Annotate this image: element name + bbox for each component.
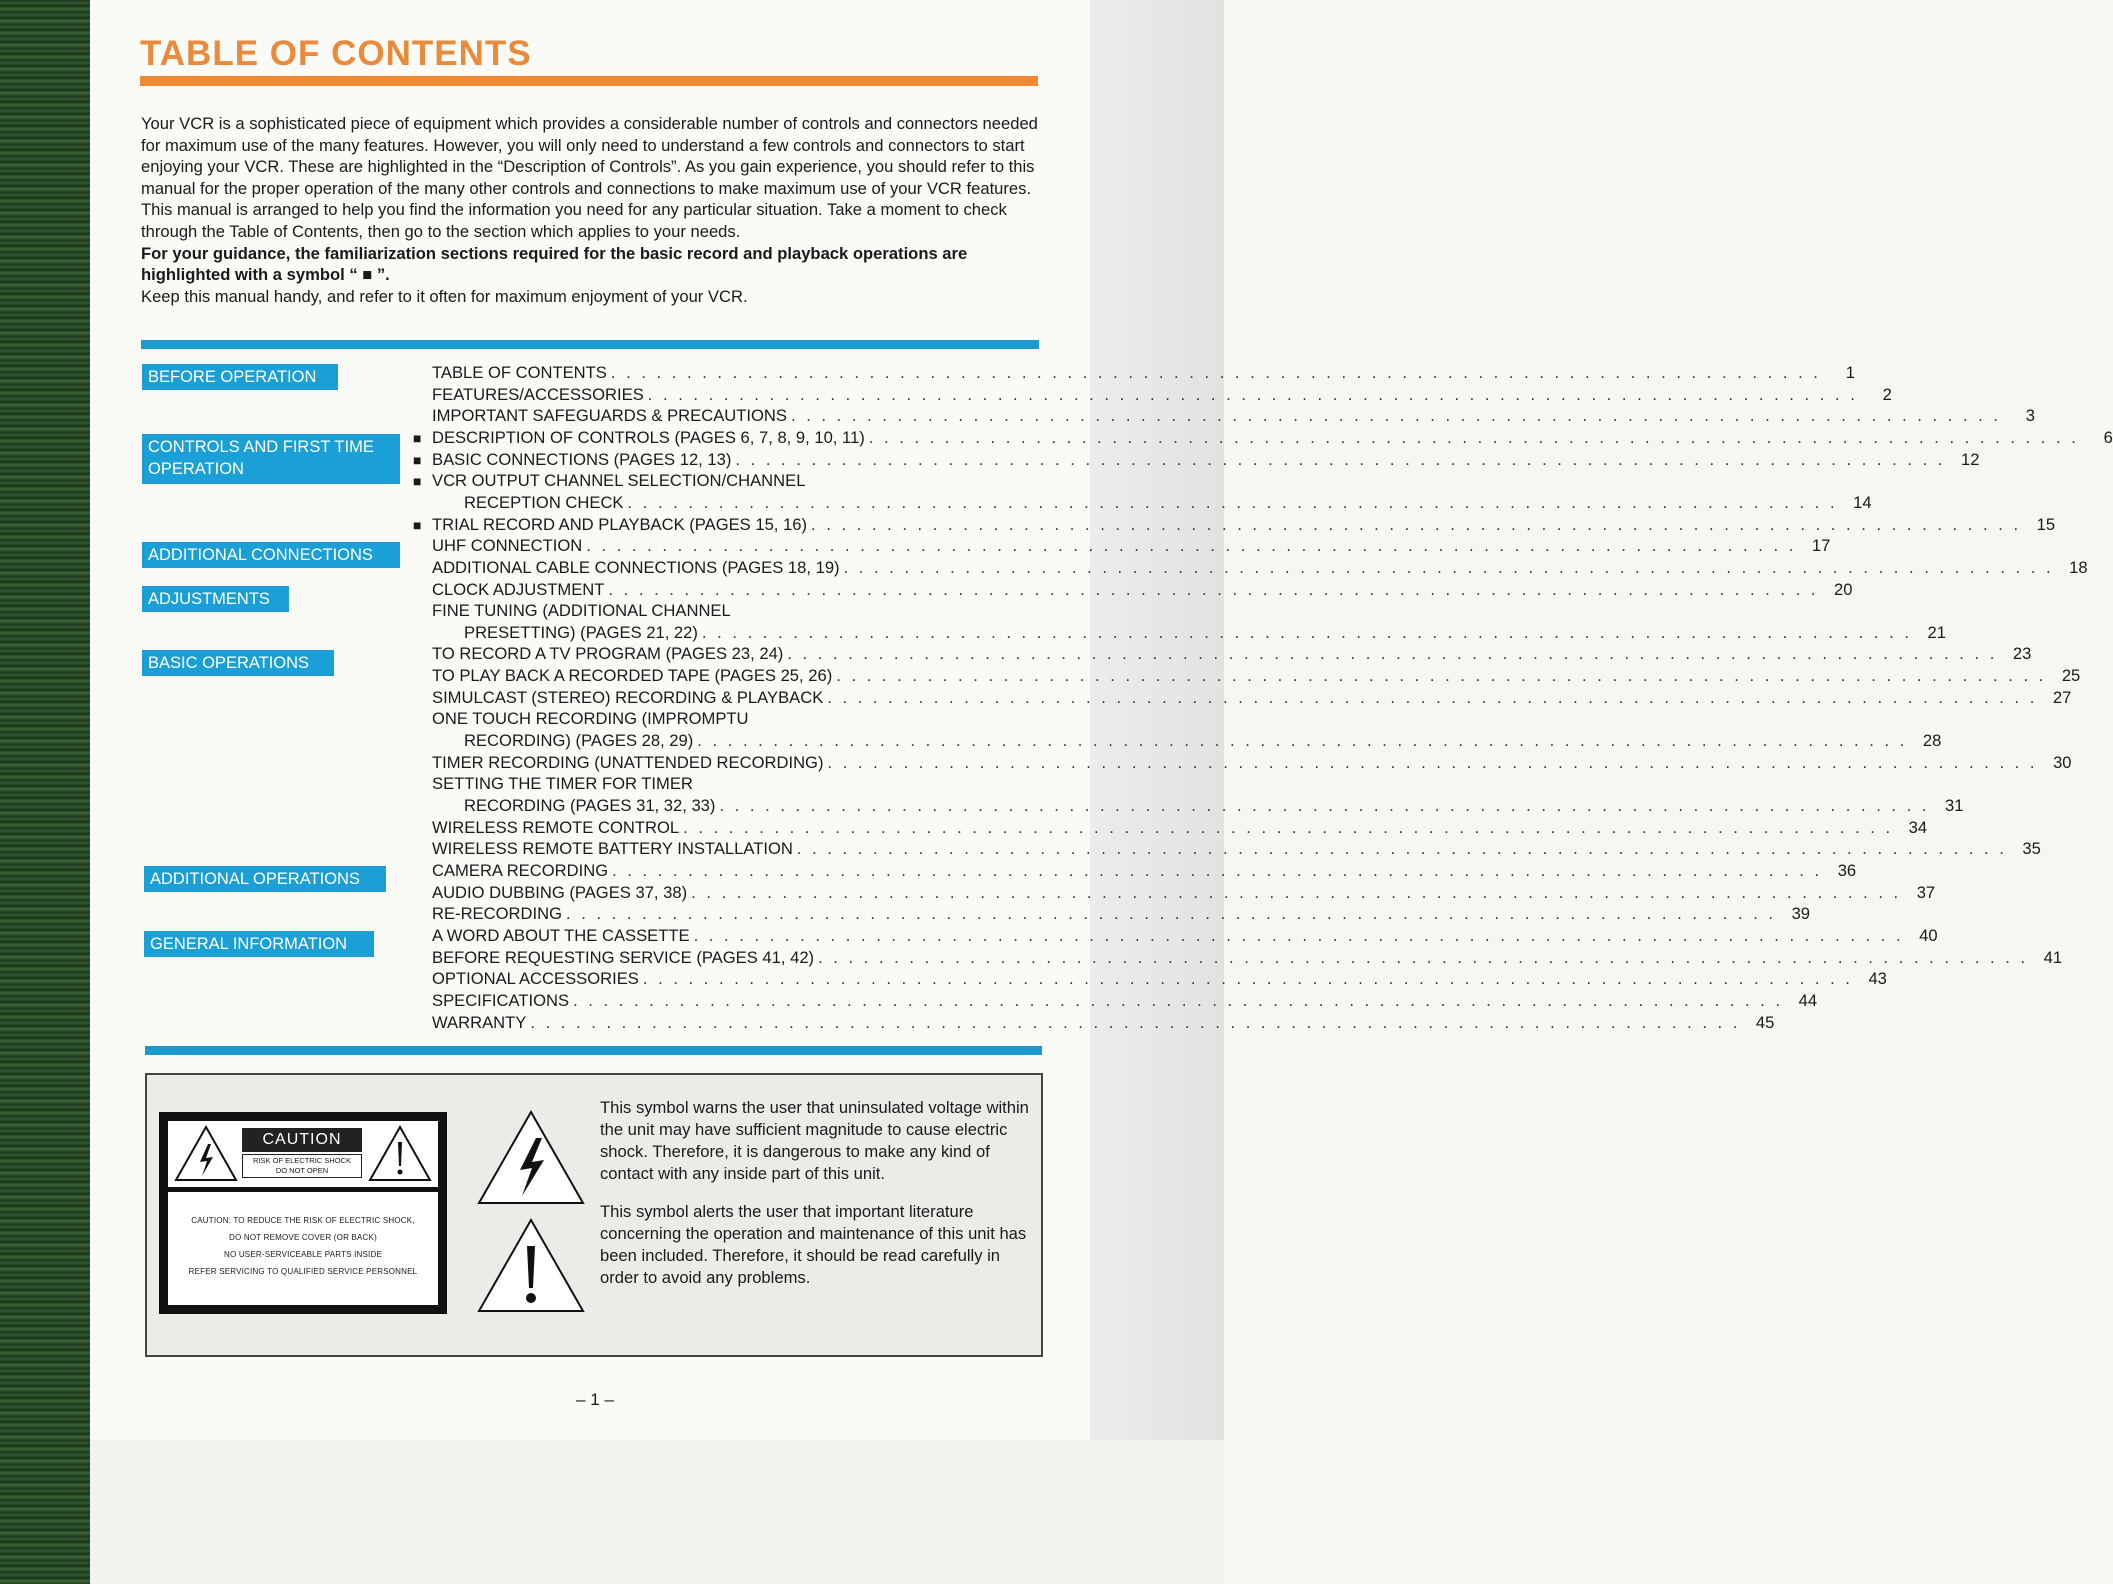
- toc-entry: [413, 579, 1853, 600]
- toc-entry-title: A WORD ABOUT THE CASSETTE: [432, 925, 690, 945]
- toc-entry-title: RE-RECORDING: [432, 904, 562, 924]
- toc-entry-page: 23: [2012, 644, 2032, 664]
- toc-entry-page: 6: [2103, 427, 2113, 447]
- toc-entry: [413, 752, 2072, 773]
- intro-paragraph-1: Your VCR is a sophisticated piece of equipment which provides a considerable number of controls and connectors needed for maximum use of the many features. However, you will only need to understand a few controls and connectors to start enjoying your VCR. These are highlighted in the “Description of Controls”. As you gain experience, you should refer to this manual for the proper operation of the many other controls and connections to make maximum use of your VCR features.: [141, 114, 1038, 198]
- toc-entry: [413, 990, 1818, 1011]
- toc-entry-page: 45: [1755, 1012, 1775, 1032]
- section-general-information: GENERAL INFORMATION: [144, 931, 374, 957]
- caution-subtext: [242, 1154, 362, 1178]
- toc-leader-dots: . . . . . . . . . . . . . . . . . . . . . . . . . . . . . . . . . . . . . . . . . . . . . . . . . . . . . . . . . . . . . . . . . . . . . . . . . . . . . . . .: [827, 752, 2038, 772]
- top-blue-rule: [141, 340, 1039, 349]
- toc-entry: [413, 384, 1892, 405]
- toc-entry: [413, 968, 1887, 989]
- toc-entry: [413, 903, 1811, 924]
- exclamation-warning-icon: [368, 1124, 432, 1182]
- toc-entry-title: UHF CONNECTION: [432, 536, 583, 556]
- toc-leader-dots: . . . . . . . . . . . . . . . . . . . . . . . . . . . . . . . . . . . . . . . . . . . . . . . . . . . . . . . . . . . . . . . . . . . . . . . . . . . . . . . .: [787, 644, 1998, 664]
- section-basic-operations: BASIC OPERATIONS: [142, 650, 334, 676]
- page-bottom-margin: [90, 1440, 1224, 1584]
- toc-leader-dots: . . . . . . . . . . . . . . . . . . . . . . . . . . . . . . . . . . . . . . . . . . . . . . . . . . . . . . . . . . . . . . . . . . . . . . . . . . . . . . . .: [608, 579, 1819, 599]
- caution-label-body: [168, 1192, 438, 1305]
- toc-entry-page: 39: [1791, 904, 1811, 924]
- intro-paragraph-2: This manual is arranged to help you find the information you need for any particular situation. Take a moment to check through the Table of Contents, then go to the section which applies to your needs.: [141, 200, 1007, 241]
- toc-entry: [413, 622, 1946, 643]
- toc-leader-dots: . . . . . . . . . . . . . . . . . . . . . . . . . . . . . . . . . . . . . . . . . . . . . . . . . . . . . . . . . . . . . . . . . . . . . . . . . . . . . . . .: [693, 925, 1904, 945]
- toc-leader-dots: . . . . . . . . . . . . . . . . . . . . . . . . . . . . . . . . . . . . . . . . . . . . . . . . . . . . . . . . . . . . . . . . . . . . . . . . . . . . . . . .: [627, 492, 1838, 512]
- toc-entry-title: WIRELESS REMOTE BATTERY INSTALLATION: [432, 839, 793, 859]
- toc-entry-title: BASIC CONNECTIONS (PAGES 12, 13): [432, 449, 732, 469]
- toc-leader-dots: . . . . . . . . . . . . . . . . . . . . . . . . . . . . . . . . . . . . . . . . . . . . . . . . . . . . . . . . . . . . . . . . . . . . . . . . . . . . . . . .: [586, 536, 1797, 556]
- highlight-bullet-icon: ■: [413, 451, 422, 468]
- toc-entry-title: RECORDING) (PAGES 28, 29): [464, 731, 694, 751]
- section-adjustments: ADJUSTMENTS: [142, 586, 289, 612]
- toc-entry-title: RECEPTION CHECK: [464, 492, 624, 512]
- toc-entry: [413, 557, 2088, 578]
- toc-entry-title: ONE TOUCH RECORDING (IMPROMPTU: [432, 709, 749, 729]
- toc-entry-page: 15: [2036, 514, 2056, 534]
- toc-entry: [413, 600, 1045, 621]
- toc-entry-title: TRIAL RECORD AND PLAYBACK (PAGES 15, 16): [432, 514, 808, 534]
- binding-edge: [0, 0, 90, 1584]
- toc-leader-dots: . . . . . . . . . . . . . . . . . . . . . . . . . . . . . . . . . . . . . . . . . . . . . . . . . . . . . . . . . . . . . . . . . . . . . . . . . . . . . . . .: [735, 449, 1946, 469]
- caution-sub-line-1: RISK OF ELECTRIC SHOCK: [253, 1156, 351, 1165]
- caution-heading: CAUTION: [242, 1128, 362, 1152]
- toc-entry: [413, 708, 1045, 729]
- toc-entry: [413, 773, 1045, 794]
- toc-entry-page: 3: [2025, 406, 2036, 426]
- toc-leader-dots: . . . . . . . . . . . . . . . . . . . . . . . . . . . . . . . . . . . . . . . . . . . . . . . . . . . . . . . . . . . . . . . . . . . . . . . . . . . . . . . .: [790, 406, 2002, 426]
- toc-leader-dots: . . . . . . . . . . . . . . . . . . . . . . . . . . . . . . . . . . . . . . . . . . . . . . . . . . . . . . . . . . . . . . . . . . . . . . . . . . . . . . . .: [683, 817, 1894, 837]
- toc-entry-title: PRESETTING) (PAGES 21, 22): [464, 622, 698, 642]
- toc-entry-title: BEFORE REQUESTING SERVICE (PAGES 41, 42): [432, 947, 815, 967]
- toc-entry-page: 34: [1908, 817, 1928, 837]
- toc-entry: [413, 1012, 1775, 1033]
- toc-entry-page: 27: [2052, 687, 2072, 707]
- caution-line-1: CAUTION: TO REDUCE THE RISK OF ELECTRIC SHOCK,: [191, 1216, 415, 1225]
- toc-entry-page: 21: [1927, 622, 1946, 642]
- toc-entry-page: 41: [2043, 947, 2063, 967]
- toc-entry-page: 1: [1845, 363, 1855, 382]
- toc-entry: [413, 947, 2063, 968]
- toc-entry: [413, 838, 2041, 859]
- title-rule: [140, 76, 1038, 86]
- intro-guidance: For your guidance, the familiarization sections required for the basic record and playback operations are highlighted with a symbol “ ■ ”.: [141, 243, 968, 285]
- highlight-bullet-icon: ■: [413, 516, 422, 533]
- exclamation-symbol-icon: [476, 1216, 586, 1314]
- toc-leader-dots: . . . . . . . . . . . . . . . . . . . . . . . . . . . . . . . . . . . . . . . . . . . . . . . . . . . . . . . . . . . . . . . . . . . . . . . . . . . . . . . .: [566, 904, 1777, 924]
- toc-entry-page: 12: [1960, 449, 1980, 469]
- toc-entry-title: SIMULCAST (STEREO) RECORDING & PLAYBACK: [432, 687, 824, 707]
- toc-entry-title: OPTIONAL ACCESSORIES: [432, 969, 639, 989]
- toc-entry: [413, 925, 1938, 946]
- toc-entry: [413, 405, 2036, 426]
- toc-leader-dots: . . . . . . . . . . . . . . . . . . . . . . . . . . . . . . . . . . . . . . . . . . . . . . . . . . . . . . . . . . . . . . . . . . . . . . . . . . . . . . . .: [796, 839, 2007, 859]
- page-number: – 1 –: [576, 1390, 614, 1409]
- toc-entry-page: 20: [1834, 579, 1853, 599]
- toc-entry-title: TO PLAY BACK A RECORDED TAPE (PAGES 25, 26): [432, 666, 833, 686]
- toc-entry-page: 37: [1916, 882, 1936, 902]
- toc-entry-title: FEATURES/ACCESSORIES: [432, 384, 644, 404]
- toc-entry: [413, 514, 2056, 535]
- toc-leader-dots: . . . . . . . . . . . . . . . . . . . . . . . . . . . . . . . . . . . . . . . . . . . . . . . . . . . . . . . . . . . . . . . . . . . . . . . . . . . . . . . .: [691, 882, 1902, 902]
- toc-entry-page: 40: [1919, 925, 1938, 945]
- toc-leader-dots: . . . . . . . . . . . . . . . . . . . . . . . . . . . . . . . . . . . . . . . . . . . . . . . . . . . . . . . . . . . . . . . . . . . . . . . . . . . . . . . .: [530, 1012, 1741, 1032]
- toc-entry-page: 2: [1882, 384, 1892, 404]
- toc-leader-dots: . . . . . . . . . . . . . . . . . . . . . . . . . . . . . . . . . . . . . . . . . . . . . . . . . . . . . . . . . . . . . . . . . . . . . . . . . . . . . . . .: [612, 860, 1823, 880]
- lightning-symbol-text: This symbol warns the user that uninsulated voltage within the unit may have sufficient magnitude to cause electric shock. Therefore, it is dangerous to make any kind of contact with any inside part of this unit.: [600, 1098, 1029, 1183]
- toc-entry: [413, 730, 1942, 751]
- toc-leader-dots: . . . . . . . . . . . . . . . . . . . . . . . . . . . . . . . . . . . . . . . . . . . . . . . . . . . . . . . . . . . . . . . . . . . . . . . . . . . . . . . .: [642, 969, 1853, 989]
- toc-leader-dots: . . . . . . . . . . . . . . . . . . . . . . . . . . . . . . . . . . . . . . . . . . . . . . . . . . . . . . . . . . . . . . . . . . . . . . . . . . . . . . . .: [818, 947, 2029, 967]
- toc-leader-dots: . . . . . . . . . . . . . . . . . . . . . . . . . . . . . . . . . . . . . . . . . . . . . . . . . . . . . . . . . . . . . . . . . . . . . . . . . . . . . . . .: [697, 731, 1908, 751]
- page-title: TABLE OF CONTENTS: [140, 34, 532, 73]
- highlight-bullet-icon: ■: [413, 473, 422, 490]
- toc-entry: [413, 665, 2081, 686]
- toc-entry-page: 18: [2069, 557, 2088, 577]
- toc-leader-dots: . . . . . . . . . . . . . . . . . . . . . . . . . . . . . . . . . . . . . . . . . . . . . . . . . . . . . . . . . . . . . . . . . . . . . . . . . . . . . . . .: [836, 666, 2047, 686]
- toc-entry-title: FINE TUNING (ADDITIONAL CHANNEL: [432, 601, 731, 621]
- toc-entry-title: SETTING THE TIMER FOR TIMER: [432, 774, 693, 794]
- toc-entry-title: TO RECORD A TV PROGRAM (PAGES 23, 24): [432, 644, 784, 664]
- toc-leader-dots: . . . . . . . . . . . . . . . . . . . . . . . . . . . . . . . . . . . . . . . . . . . . . . . . . . . . . . . . . . . . . . . . . . . . . . . . . . . . . . . .: [647, 384, 1858, 404]
- toc-leader-dots: . . . . . . . . . . . . . . . . . . . . . . . . . . . . . . . . . . . . . . . . . . . . . . . . . . . . . . . . . . . . . . . . . . . . . . . . . . . . . . . .: [868, 427, 2079, 447]
- toc-entry-title: RECORDING (PAGES 31, 32, 33): [464, 796, 716, 815]
- toc-entry-title: CLOCK ADJUSTMENT: [432, 579, 605, 599]
- intro-paragraph-4: Keep this manual handy, and refer to it often for maximum enjoyment of your VCR.: [141, 286, 748, 306]
- toc-entry: [413, 470, 1045, 491]
- toc-entry-page: 28: [1922, 731, 1942, 751]
- toc-entry: [413, 362, 1855, 383]
- toc-entry: [413, 860, 1857, 881]
- caution-line-2: DO NOT REMOVE COVER (OR BACK): [229, 1233, 377, 1242]
- toc-entry-title: VCR OUTPUT CHANNEL SELECTION/CHANNEL: [432, 471, 806, 491]
- toc-entry-title: TIMER RECORDING (UNATTENDED RECORDING): [432, 752, 824, 772]
- page-edge-shadow: [1088, 0, 1224, 1440]
- toc-entry-page: 30: [2053, 752, 2072, 772]
- section-before-operation: BEFORE OPERATION: [142, 364, 338, 390]
- section-additional-connections: ADDITIONAL CONNECTIONS: [142, 542, 400, 568]
- toc-entry: [413, 449, 1980, 470]
- toc-entry: [413, 817, 1928, 838]
- caution-sub-line-2: DO NOT OPEN: [275, 1166, 329, 1175]
- toc-entry: [413, 687, 2072, 708]
- toc-entry-title: TABLE OF CONTENTS: [432, 363, 607, 382]
- toc-entry-page: 25: [2061, 666, 2081, 686]
- toc-entry-title: SPECIFICATIONS: [432, 990, 570, 1010]
- toc-entry-page: 31: [1945, 796, 1964, 815]
- toc-leader-dots: . . . . . . . . . . . . . . . . . . . . . . . . . . . . . . . . . . . . . . . . . . . . . . . . . . . . . . . . . . . . . . . . . . . . . . . . . . . . . . . .: [719, 796, 1930, 815]
- intro-text: [141, 113, 1041, 307]
- highlight-bullet-icon: ■: [413, 429, 422, 446]
- toc-entry-page: 44: [1798, 990, 1818, 1010]
- toc-entry: [413, 795, 1964, 816]
- caution-line-3: NO USER-SERVICEABLE PARTS INSIDE: [224, 1250, 382, 1259]
- toc-leader-dots: . . . . . . . . . . . . . . . . . . . . . . . . . . . . . . . . . . . . . . . . . . . . . . . . . . . . . . . . . . . . . . . . . . . . . . . . . . . . . . . .: [610, 363, 1821, 382]
- toc-leader-dots: . . . . . . . . . . . . . . . . . . . . . . . . . . . . . . . . . . . . . . . . . . . . . . . . . . . . . . . . . . . . . . . . . . . . . . . . . . . . . . . .: [811, 514, 2022, 534]
- toc-leader-dots: . . . . . . . . . . . . . . . . . . . . . . . . . . . . . . . . . . . . . . . . . . . . . . . . . . . . . . . . . . . . . . . . . . . . . . . . . . . . . . . .: [827, 687, 2038, 707]
- section-controls-first-time: CONTROLS AND FIRST TIME OPERATION: [142, 434, 400, 484]
- lightning-symbol-icon: [476, 1108, 586, 1206]
- toc-entry-page: 36: [1837, 860, 1857, 880]
- toc-entry: [413, 492, 1872, 513]
- toc-entry-title: CAMERA RECORDING: [432, 860, 609, 880]
- toc-entry: [413, 535, 1831, 556]
- toc-entry: [413, 643, 2032, 664]
- toc-entry-title: IMPORTANT SAFEGUARDS & PRECAUTIONS: [432, 406, 787, 426]
- lightning-warning-icon: [174, 1124, 238, 1182]
- toc-entry-page: 17: [1811, 536, 1831, 556]
- toc-entry-page: 35: [2022, 839, 2041, 859]
- caution-line-4: REFER SERVICING TO QUALIFIED SERVICE PERSONNEL: [188, 1267, 418, 1276]
- bottom-blue-rule: [145, 1046, 1042, 1055]
- toc-leader-dots: . . . . . . . . . . . . . . . . . . . . . . . . . . . . . . . . . . . . . . . . . . . . . . . . . . . . . . . . . . . . . . . . . . . . . . . . . . . . . . . .: [701, 622, 1912, 642]
- toc-entry-title: DESCRIPTION OF CONTROLS (PAGES 6, 7, 8, 9, 10, 11): [432, 427, 865, 447]
- toc-entry-title: WARRANTY: [432, 1012, 527, 1032]
- toc-entry: [413, 882, 1936, 903]
- section-additional-operations: ADDITIONAL OPERATIONS: [144, 866, 386, 892]
- toc-leader-dots: . . . . . . . . . . . . . . . . . . . . . . . . . . . . . . . . . . . . . . . . . . . . . . . . . . . . . . . . . . . . . . . . . . . . . . . . . . . . . . . .: [573, 990, 1784, 1010]
- toc-entry-title: ADDITIONAL CABLE CONNECTIONS (PAGES 18, 19): [432, 557, 840, 577]
- toc-entry-title: AUDIO DUBBING (PAGES 37, 38): [432, 882, 688, 902]
- toc-leader-dots: . . . . . . . . . . . . . . . . . . . . . . . . . . . . . . . . . . . . . . . . . . . . . . . . . . . . . . . . . . . . . . . . . . . . . . . . . . . . . . . .: [843, 557, 2054, 577]
- exclamation-symbol-text: This symbol alerts the user that important literature concerning the operation and maintenance of this unit has been included. Therefore, it should be read carefully in order to avoid any problems.: [600, 1202, 1027, 1287]
- toc-entry: [413, 427, 2113, 448]
- toc-entry-page: 14: [1853, 492, 1872, 512]
- toc-entry-page: 43: [1868, 969, 1887, 989]
- toc-entry-title: WIRELESS REMOTE CONTROL: [432, 817, 680, 837]
